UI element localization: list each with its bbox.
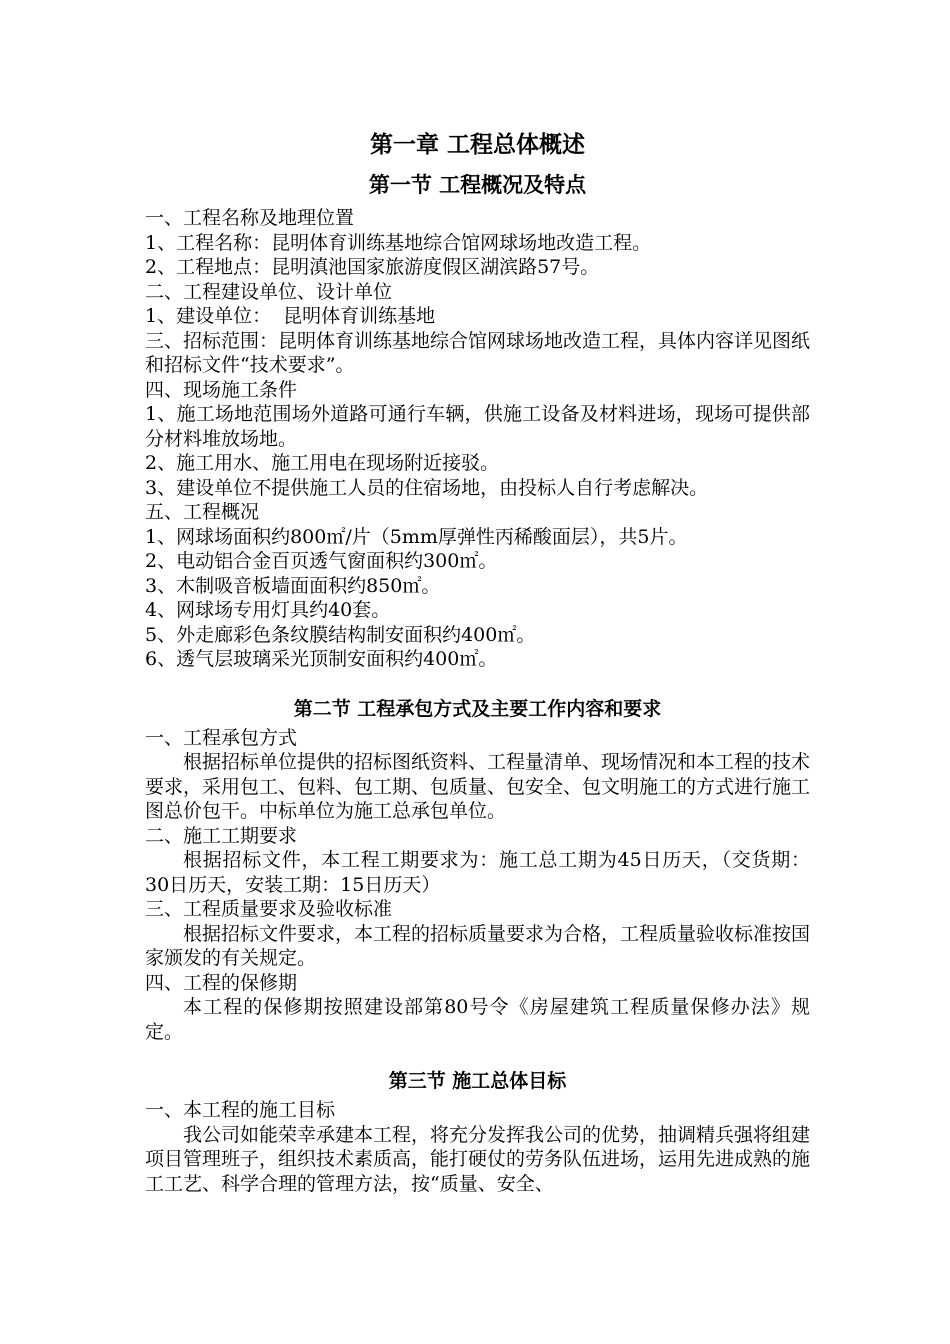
section3-title: 第三节 施工总体目标: [388, 1070, 567, 1092]
section1-line: 5、外走廊彩色条纹膜结构制安面积约400㎡。: [145, 623, 536, 646]
section1-line: 3、建设单位不提供施工人员的住宿场地，由投标人自行考虑解决。: [145, 476, 709, 499]
section2-heading: 一、工程承包方式: [145, 726, 298, 749]
section1-line: 2、电动铝合金百页透气窗面积约300㎡。: [145, 550, 498, 572]
section2-paragraph: 根据招标单位提供的招标图纸资料、工程量清单、现场情况和本工程的技术要求，采用包工、包料、包工期、包质量、包安全、包文明施工的方式进行施工图总价包干。中标单位为施工总承包单位。: [145, 751, 811, 822]
section1-line: 3、木制吸音板墙面面积约850㎡。: [145, 574, 441, 597]
section1-title: 第一节 工程概况及特点: [368, 173, 587, 197]
section1-line: 1、工程名称：昆明体育训练基地综合馆网球场地改造工程。: [145, 231, 652, 254]
section1-line: 三、招标范围：昆明体育训练基地综合馆网球场地改造工程，具体内容详见图纸和招标文件“技术要求”。: [145, 329, 811, 376]
section2-paragraph: 根据招标文件要求，本工程的招标质量要求为合格，工程质量验收标准按国家颁发的有关规定。: [145, 922, 811, 969]
section1-line: 一、工程名称及地理位置: [145, 207, 355, 229]
section3-heading: 一、本工程的施工目标: [145, 1099, 336, 1121]
chapter-title: 第一章 工程总体概述: [369, 132, 585, 158]
section1-line: 1、施工场地范围场外道路可通行车辆，供施工设备及材料进场，现场可提供部分材料堆放场地。: [145, 403, 810, 450]
section3-paragraph: 我公司如能荣幸承建本工程，将充分发挥我公司的优势，抽调精兵强将组建项目管理班子，组织技术素质高，能打硬仗的劳务队伍进场，运用先进成熟的施工工艺、科学合理的管理方法，按“质量、安全、: [145, 1123, 811, 1195]
section1-line: 1、网球场面积约800㎡/片（5mm厚弹性丙稀酸面层），共5片。: [145, 525, 688, 548]
section1-line: 二、工程建设单位、设计单位: [145, 280, 393, 303]
section1-line: 五、工程概况: [145, 501, 260, 523]
section2-title: 第二节 工程承包方式及主要工作内容和要求: [293, 697, 662, 720]
section2-heading: 三、工程质量要求及验收标准: [145, 898, 393, 920]
section2-paragraph: 本工程的保修期按照建设部第80号令《房屋建筑工程质量保修办法》规定。: [145, 996, 810, 1043]
section1-line: 1、建设单位： 昆明体育训练基地: [145, 305, 436, 327]
section1-line: 4、网球场专用灯具约40套。: [145, 599, 391, 621]
section1-line: 四、现场施工条件: [145, 378, 298, 401]
section1-line: 2、施工用水、施工用电在现场附近接驳。: [145, 452, 500, 474]
section2-heading: 四、工程的保修期: [145, 971, 298, 994]
section2-heading: 二、施工工期要求: [145, 824, 298, 847]
document-content: [145, 130, 810, 1196]
section1-line: 2、工程地点：昆明滇池国家旅游度假区湖滨路57号。: [145, 256, 600, 278]
section1-line: 6、透气层玻璃采光顶制安面积约400㎡。: [145, 648, 498, 670]
section2-paragraph: 根据招标文件，本工程工期要求为：施工总工期为45日历天，（交货期：30日历天，安装工期：15日历天）: [145, 849, 810, 896]
